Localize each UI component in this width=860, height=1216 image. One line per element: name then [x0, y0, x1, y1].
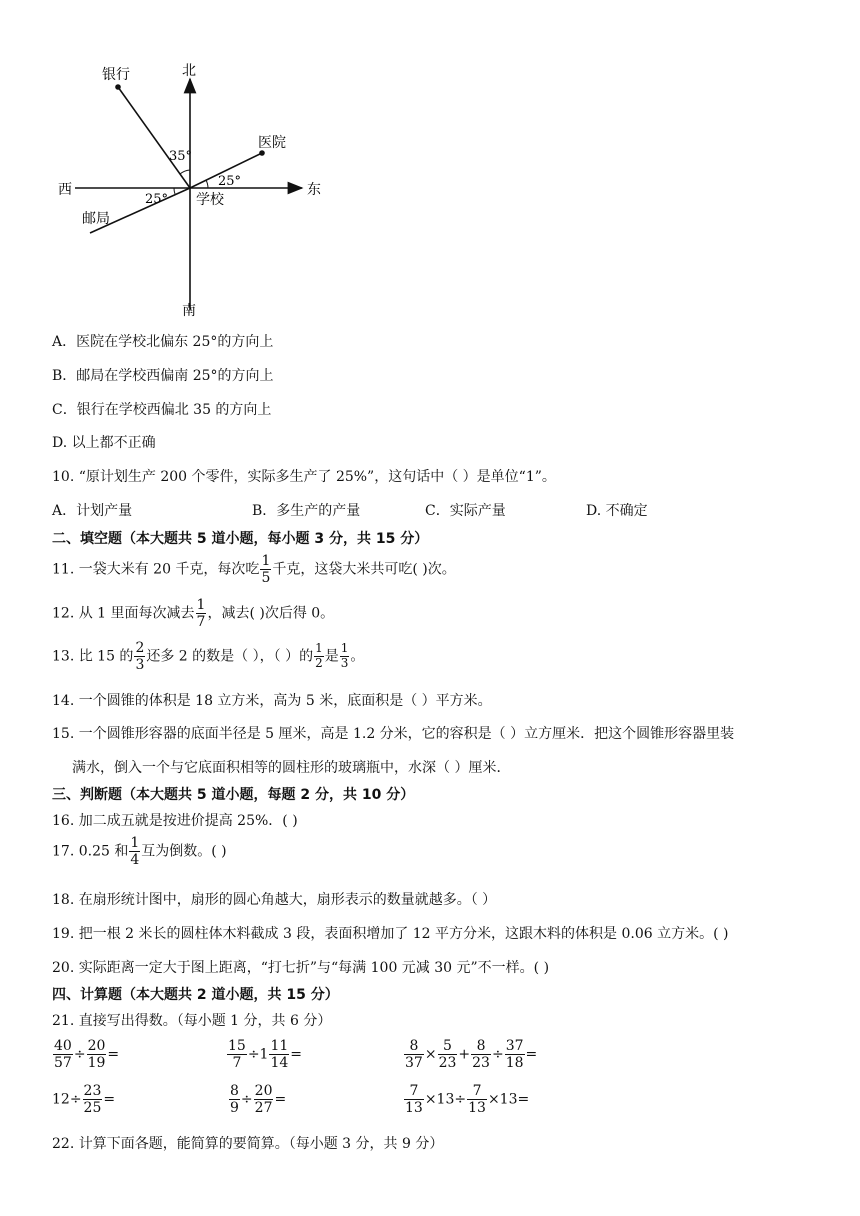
section-3-heading: 三、判断题（本大题共 5 道小题，每题 2 分，共 10 分）	[52, 787, 415, 803]
calc-expression-6: $\frac{7}{13}$ ×13÷ $\frac{7}{13}$ ×13=	[405, 1083, 530, 1117]
fraction: $\frac{8}{37}$	[405, 1038, 423, 1072]
fraction: $\frac{1}{4}$	[130, 835, 140, 869]
q10-option-d: D. 不确定	[586, 503, 648, 519]
q10-option-c: C．实际产量	[425, 503, 506, 519]
question-12	[52, 597, 334, 630]
calc-expression-4: 12÷ $\frac{23}{25}$ =	[52, 1083, 116, 1117]
fraction: $\frac{37}{18}$	[505, 1038, 524, 1072]
question-16: 16. 加二成五就是按进价提高 25%．( )	[52, 813, 298, 829]
question-21: 21. 直接写出得数。（每小题 1 分，共 6 分）	[52, 1013, 332, 1029]
label-north: 北	[182, 63, 196, 79]
question-17	[52, 835, 227, 868]
fraction: $\frac{23}{25}$	[83, 1083, 102, 1117]
label-angle-post: 25°	[145, 192, 169, 207]
calc-expression-5: $\frac{8}{9}$ ÷ $\frac{20}{27}$ =	[230, 1083, 287, 1117]
question-22: 22. 计算下面各题，能简算的要简算。（每小题 3 分，共 9 分）	[52, 1136, 444, 1152]
q11-text-after: 千克，这袋大米共可吃( )次。	[272, 561, 456, 578]
angle-arc-post	[174, 188, 175, 194]
q13-text-mid: 还多 2 的数是（ ），（ ）的	[146, 648, 314, 665]
bank-point	[115, 84, 121, 90]
question-20: 20. 实际距离一定大于图上距离，“打七折”与“每满 100 元减 30 元”不一样。( )	[52, 960, 550, 976]
fraction: $\frac{1}{7}$	[196, 597, 206, 631]
fraction: $\frac{20}{27}$	[254, 1083, 273, 1117]
q10-text: 10. “原计划生产 200 个零件，实际多生产了 25%”，这句话中（ ）是单位“1”。	[52, 469, 556, 485]
fraction: $\frac{1}{5}$	[261, 553, 271, 587]
section-4-heading: 四、计算题（本大题共 2 道小题，共 15 分）	[52, 987, 339, 1003]
label-east: 东	[307, 182, 321, 198]
q10-option-b: B．多生产的产量	[252, 503, 361, 519]
q13-text-before: 13. 比 15 的	[52, 648, 134, 665]
q12-text-after: ，减去( )次后得 0。	[207, 605, 335, 622]
label-post-office: 邮局	[82, 211, 110, 227]
direction-diagram	[50, 55, 340, 320]
fraction: $\frac{7}{13}$	[405, 1083, 423, 1117]
fraction: $\frac{8}{9}$	[230, 1083, 239, 1117]
label-hospital: 医院	[258, 135, 286, 151]
label-south: 南	[182, 303, 196, 319]
calc-expression-1: $\frac{40}{57}$ ÷ $\frac{20}{19}$ =	[54, 1038, 120, 1072]
fraction: $\frac{5}{23}$	[438, 1038, 457, 1072]
fraction: $\frac{2}{3}$	[135, 640, 145, 674]
q9-option-a: A．医院在学校北偏东 25°的方向上	[52, 334, 274, 350]
question-14: 14. 一个圆锥的体积是 18 立方米，高为 5 米，底面积是（ ）平方米。	[52, 693, 492, 709]
fraction: $\frac{20}{19}$	[87, 1038, 106, 1072]
q11-text-before: 11. 一袋大米有 20 千克，每次吃	[52, 561, 260, 578]
q17-text-before: 17. 0.25 和	[52, 843, 129, 860]
label-bank: 银行	[102, 67, 130, 83]
q9-option-b: B．邮局在学校西偏南 25°的方向上	[52, 368, 274, 384]
question-13	[52, 640, 364, 673]
bank-line	[118, 87, 193, 188]
question-19: 19. 把一根 2 米长的圆柱体木料截成 3 段，表面积增加了 12 平方分米，这跟木料的体积是 0.06 立方米。( )	[52, 926, 729, 942]
fraction: $\frac{40}{57}$	[54, 1038, 72, 1072]
fraction: $\frac{15}{7}$	[228, 1038, 246, 1072]
question-11	[52, 553, 456, 586]
question-18: 18. 在扇形统计图中，扇形的圆心角越大，扇形表示的数量就越多。（ ）	[52, 892, 497, 908]
q17-text-after: 互为倒数。( )	[141, 843, 227, 860]
angle-arc-hospital	[206, 180, 208, 188]
question-15-line-2: 满水，倒入一个与它底面积相等的圆柱形的玻璃瓶中，水深（ ）厘米．	[72, 760, 511, 776]
q12-text-before: 12. 从 1 里面每次减去	[52, 605, 195, 622]
fraction: $\frac{1}{3}$	[340, 641, 349, 671]
calc-expression-3: $\frac{8}{37}$ × $\frac{5}{23}$ + $\frac{8}{23}$ ÷ $\frac{37}{18}$ =	[405, 1038, 538, 1072]
section-2-heading: 二、填空题（本大题共 5 道小题，每小题 3 分，共 15 分）	[52, 531, 429, 547]
label-angle-bank: 35°	[169, 149, 193, 164]
fraction: $\frac{1}{2}$	[315, 641, 323, 671]
fraction: $\frac{7}{13}$	[468, 1083, 486, 1117]
hospital-point	[259, 150, 265, 156]
angle-arc-bank	[180, 170, 190, 174]
label-angle-hospital: 25°	[218, 174, 242, 189]
fraction: $\frac{11}{14}$	[270, 1038, 289, 1072]
q9-option-d: D. 以上都不正确	[52, 435, 156, 451]
label-school: 学校	[196, 192, 224, 208]
q10-option-a: A．计划产量	[52, 503, 133, 519]
q13-text-after: 。	[350, 648, 365, 665]
label-west: 西	[58, 182, 72, 198]
fraction: $\frac{8}{23}$	[472, 1038, 490, 1072]
q13-text-mid2: 是	[324, 648, 339, 665]
question-15-line-1: 15. 一个圆锥形容器的底面半径是 5 厘米，高是 1.2 分米，它的容积是（ ）立方厘米．把这个圆锥形容器里装	[52, 726, 735, 742]
q9-option-c: C．银行在学校西偏北 35 的方向上	[52, 402, 272, 418]
calc-expression-2: $\frac{15}{7}$ ÷1 $\frac{11}{14}$ =	[228, 1038, 303, 1072]
